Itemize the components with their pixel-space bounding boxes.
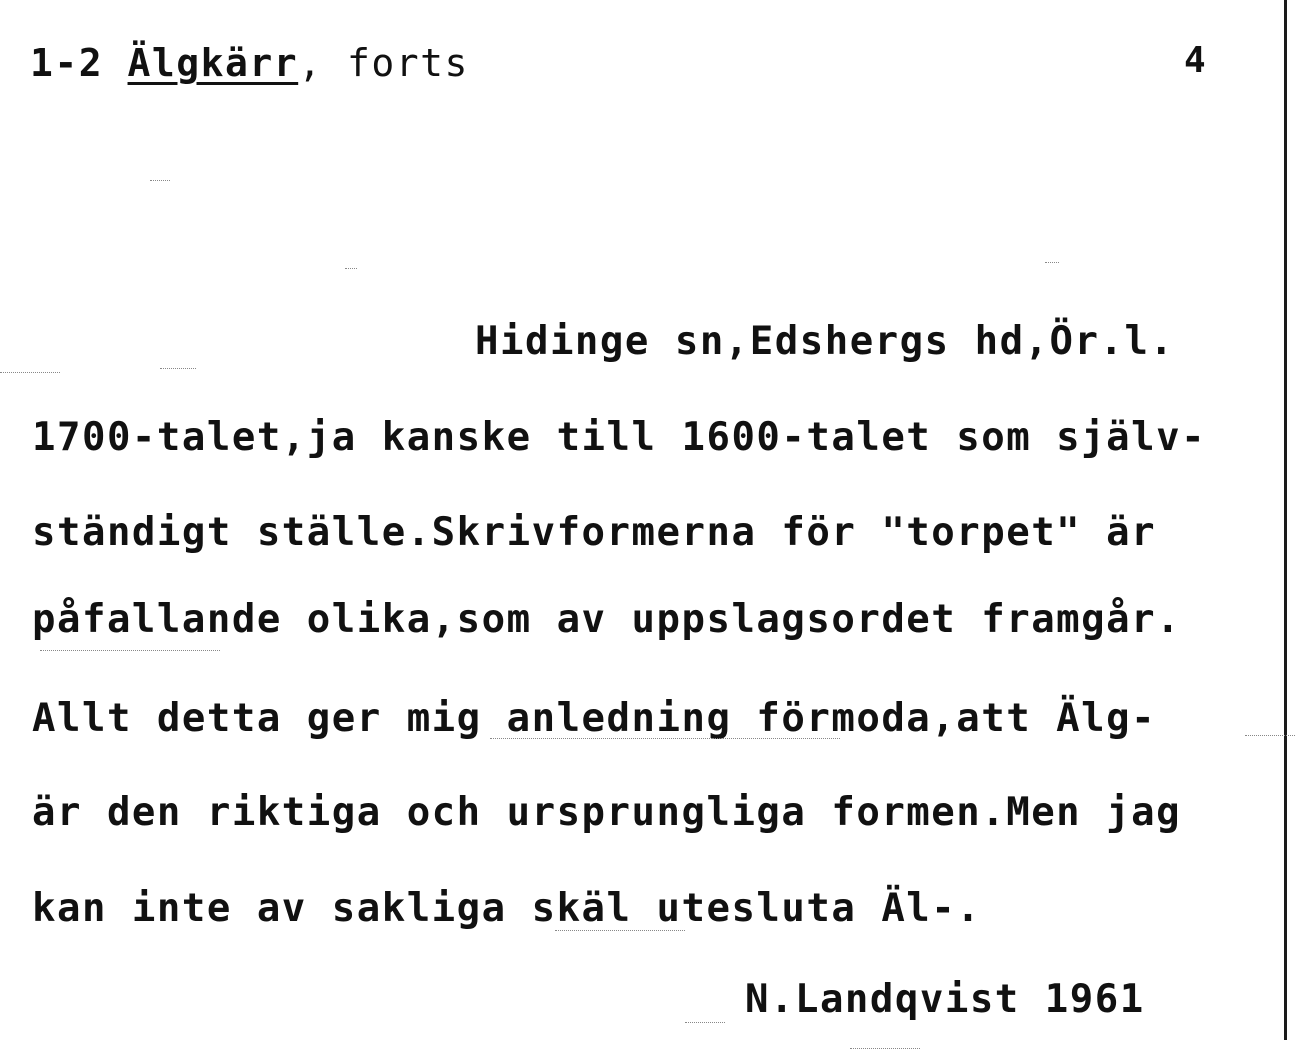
scan-speck xyxy=(850,1048,920,1050)
scan-speck xyxy=(685,1022,725,1024)
scan-speck xyxy=(1245,735,1295,737)
scan-speck xyxy=(490,738,840,740)
scan-speck xyxy=(160,368,196,370)
signature: N.Landqvist 1961 xyxy=(745,977,1145,1022)
body-line: Allt detta ger mig anledning förmoda,att Älg- xyxy=(32,696,1157,741)
line-number: 1-2 xyxy=(30,41,104,85)
scan-speck xyxy=(150,180,170,182)
card-edge-line xyxy=(1284,0,1287,1040)
headword: Älgkärr xyxy=(127,41,299,85)
scan-speck xyxy=(555,930,685,932)
header-continuation: , forts xyxy=(298,41,469,85)
scan-speck xyxy=(345,268,357,270)
scan-speck xyxy=(1045,262,1059,264)
card-header xyxy=(30,41,469,85)
scan-speck xyxy=(40,650,220,652)
scan-speck xyxy=(0,372,60,374)
page-number: 4 xyxy=(1184,40,1206,81)
body-line: är den riktiga och ursprungliga formen.Men jag xyxy=(32,790,1182,835)
body-line: ständigt ställe.Skrivformerna för "torpet" är xyxy=(32,510,1157,555)
body-line: 1700-talet,ja kanske till 1600-talet som själv- xyxy=(32,415,1207,460)
place-line: Hidinge sn,Edshergs hd,Ör.l. xyxy=(475,319,1175,364)
body-line: påfallande olika,som av uppslagsordet framgår. xyxy=(32,597,1182,642)
body-line: kan inte av sakliga skäl utesluta Äl-. xyxy=(32,886,982,931)
